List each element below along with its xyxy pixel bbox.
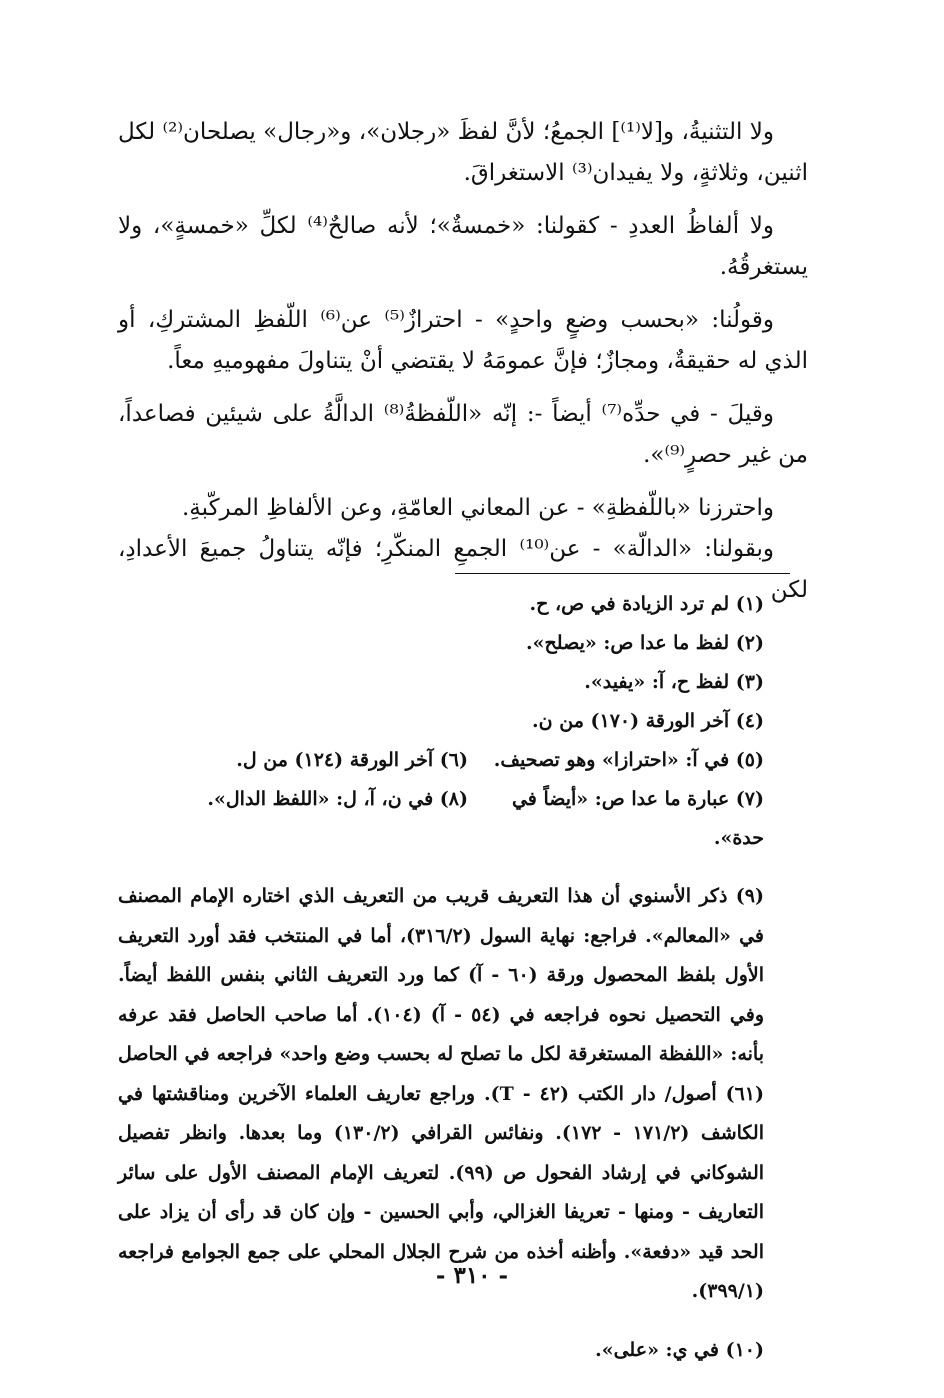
paragraph-dual-plural: ولا التثنيةُ، و[لا⁽¹⁾] الجمعُ؛ لأنَّ لفظَ «رجلان»، و«رجال» يصلحان⁽²⁾ لكل اثنين، وثلاثةٍ، ولا يفيدان⁽³⁾ الاستغراقَ. <box>118 119 808 186</box>
footnote-row-7-8 <box>118 780 808 858</box>
footnote-2: (٢) لفظ ما عدا ص: «يصلح». <box>526 632 764 654</box>
footnote-1: (١) لم ترد الزيادة في ص، ح. <box>529 593 764 615</box>
paragraph-word-exclusion: واحترزنا «باللّفظةِ» - عن المعاني العامّةِ، وعن الألفاظِ المركّبةِ. <box>182 495 774 521</box>
footnotes <box>118 585 808 1370</box>
paragraph-indicative-exclusion: وبقولنا: «الدالّة» - عن⁽¹⁰⁾ الجمعِ المنكّرِ؛ فإنّه يتناولُ جميعَ الأعدادِ، لكن <box>118 536 808 603</box>
paragraph-number-words: ولا ألفاظُ العددِ - كقولنا: «خمسةٌ»؛ لأنه صالحٌ⁽⁴⁾ لكلِّ «خمسةٍ»، ولا يستغرقُهُ. <box>118 213 808 280</box>
main-text <box>118 112 808 611</box>
paragraph-alternative-definition: وقيلَ - في حدِّه⁽⁷⁾ أيضاً -: إنّه «اللّفظةُ⁽⁸⁾ الدالَّةُ على شيئين فصاعداً، من غير حصرٍ⁽⁹⁾». <box>118 401 808 468</box>
footnote-8: (٨) في ن، آ، ل: «اللفظ الدال». <box>207 788 468 810</box>
paragraph-single-coinage: وقولُنا: «بحسب وضعٍ واحدٍ» - احترازٌ⁽⁵⁾ عن⁽⁶⁾ اللّفظِ المشتركِ، أو الذي له حقيقةٌ، ومجازٌ؛ فإنَّ عمومَهُ لا يقتضي أنْ يتناولَ مفهوميهِ معاً. <box>118 307 808 374</box>
footnote-divider <box>455 573 790 574</box>
footnote-6: (٦) آخر الورقة (١٢٤) من ل. <box>236 749 468 771</box>
footnote-9: (٩) ذكر الأسنوي أن هذا التعريف قريب من التعريف الذي اختاره الإمام المصنف في «المعالم». فراجع: نهاية السول (٣١٦/٢)، أما في المنتخب فقد أورد التعريف الأول بلفظ المحصول ورقة (٦٠ - آ) كما ورد التعريف الثاني بنفس اللفظ أيضاً. وفي التحصيل نحوه فراجعه في (٥٤ - آ) (١٠٤). أما صاحب الحاصل فقد عرفه بأنه: «اللفظة المستغرقة لكل ما تصلح له بحسب وضع واحد» فراجعه في الحاصل (٦١) أصول/ دار الكتب (٤٢ - T). وراجع تعاريف العلماء الآخرين ومناقشتها في الكاشف (١٧١/٢ - ١٧٢). ونفائس القرافي (١٣٠/٢) وما بعدها. وانظر تفصيل الشوكاني في إرشاد الفحول ص (٩٩). لتعريف الإمام المصنف الأول على سائر التعاريف - ومنها - تعريفا الغزالي، وأبي الحسين - وإن كان قد رأى أن يزاد على الحد قيد «دفعة». وأظنه أخذه من شرح الجلال المحلي على جمع الجوامع فراجعه (٣٩٩/١). <box>118 885 765 1302</box>
page-number: - ٣١٠ - <box>435 1262 509 1289</box>
footnote-4: (٤) آخر الورقة (١٧٠) من ن. <box>532 710 764 732</box>
footnote-3: (٣) لفظ ح، آ: «يفيد». <box>584 671 764 693</box>
footnote-7: (٧) عبارة ما عدا ص: «أيضاً في حدة». <box>511 788 764 849</box>
footnote-10: (١٠) في ي: «على». <box>595 1338 764 1361</box>
footnote-row-5-6 <box>118 741 808 780</box>
footnote-5: (٥) في آ: «احترازا» وهو تصحيف. <box>493 749 764 771</box>
